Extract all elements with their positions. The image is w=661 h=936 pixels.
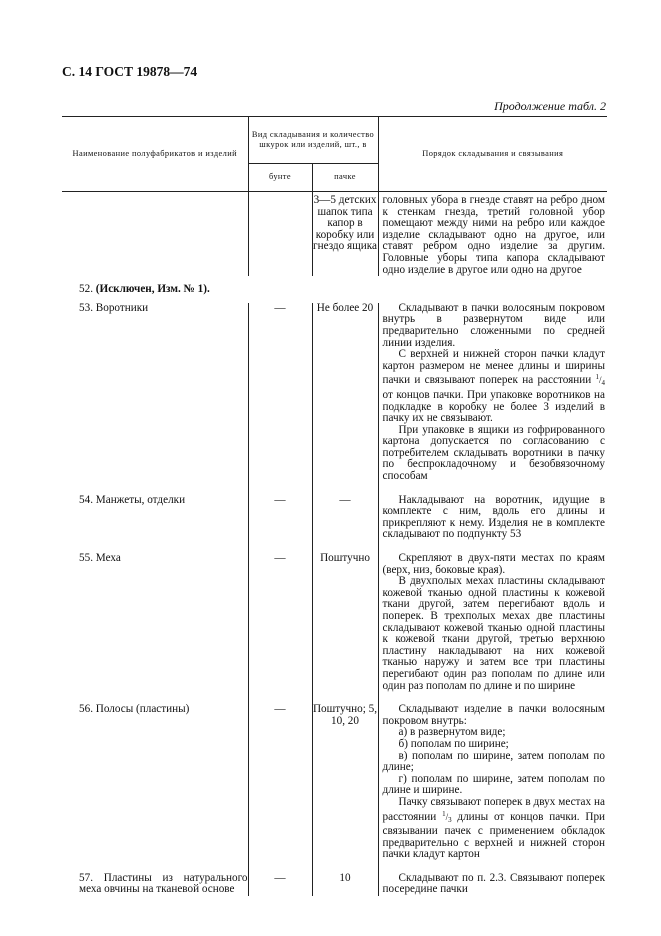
header-bunte: бунте <box>248 164 312 192</box>
row57-name: Пластины из натурального меха овчины на тканевой основе <box>79 871 248 896</box>
row54-name: Манжеты, отделки <box>95 493 186 506</box>
row56-bunte: — <box>248 704 312 873</box>
packing-table <box>62 116 607 896</box>
row55-p2: В двухполых мехах пластины складывают кожевой тканью одной пластины к кожевой ткани другой, затем перегибают вдоль и поперек. В трехполых мехах две пластины складывают кожевой тканью одной пластины к кожевой ткани другой, третью верхнюю пластину накладывают на них кожевой тканью наружу и затем все три пластины перегибают один раз пополам по длине или один раз пополам по длине и по ширине <box>382 575 606 692</box>
row53-p2a: С верхней и нижней сторон пачки кладут картон размером не менее длины и ширины пачки и связывают поперек на расстоянии <box>382 348 606 387</box>
header-order: Порядок складывания и связывания <box>378 117 607 192</box>
row56-fraction: $^1/_3$ <box>442 809 452 824</box>
row55-pachke: Поштучно <box>312 553 378 704</box>
row56-p1: Складывают изделие в пачки волосяным покровом внутрь: <box>382 703 606 727</box>
row55-p1: Скрепляют в двух-пяти местах по краям (верх, низ, боковые края). <box>382 552 606 576</box>
cell-pachke-cont: 3—5 детских шапок типа капор в коробку или гнездо ящика <box>312 192 378 277</box>
row53-pachke: Не более 20 <box>312 303 378 495</box>
row55-name: Меха <box>95 552 121 565</box>
row57-num: 57. <box>79 871 93 884</box>
row53-p2b: от концов пачки. При упаковке воротников на подкладке в коробку не более 3 изделий в пачку их не связывают. <box>382 388 606 425</box>
row53-num: 53. <box>79 301 93 314</box>
cell-text-cont: головных убора в гнезде ставят на ребро дном к стенкам гнезда, третий головной убор помещают между ними на ребро или каждое изделие складывают одно на другое, или ставят ребром одно изделие за другим. Головные уборы типа капора складывают одно изделие в другое или одно на другое <box>382 194 606 276</box>
row56-p2a: Пачку связывают поперек в двух местах на расстоянии <box>382 795 606 823</box>
row53-fraction: $^1/_4$ <box>595 373 606 388</box>
row56-g: г) пополам по ширине, затем пополам по длине и ширине. <box>382 772 606 797</box>
table-row-continuation <box>62 192 607 277</box>
row56-pachke: Поштучно; 5, 10, 20 <box>312 704 378 873</box>
table-row-53 <box>62 303 607 495</box>
row56-b: б) пополам по ширине; <box>398 737 509 750</box>
header-group: Вид складывания и количество шкурок или изделий, шт., в <box>248 117 378 164</box>
row55-bunte: — <box>248 553 312 704</box>
row54-bunte: — <box>248 495 312 553</box>
row54-pachke: — <box>312 495 378 553</box>
row54-num: 54. <box>79 493 93 506</box>
row57-name-block <box>62 873 248 896</box>
row54-p1: Накладывают на воротник, идущие в комплекте с ним, вдоль его длины и прикрепляют к нему. Изделия не в комплекте складывают по подпункту 53 <box>382 493 606 541</box>
row56-a: а) в развернутом виде; <box>398 726 506 739</box>
row53-p1: Складывают в пачки волосяным покровом внутрь в развернутом виде или предварительно сложенными по средней линии изделия. <box>382 301 606 349</box>
row52-text: (Исключен, Изм. № 1). <box>95 283 210 296</box>
table-row-55 <box>62 553 607 704</box>
row55-num: 55. <box>79 552 93 565</box>
row53-bunte: — <box>248 303 312 495</box>
row56-num: 56. <box>79 703 93 716</box>
row57-bunte: — <box>248 873 312 896</box>
page-header: С. 14 ГОСТ 19878—74 <box>62 64 198 79</box>
header-pachke: пачке <box>312 164 378 192</box>
row53-name: Воротники <box>95 301 149 314</box>
row52-num: 52. <box>79 283 93 296</box>
table-row-56 <box>62 704 607 873</box>
row56-name: Полосы (пластины) <box>95 703 190 716</box>
row53-p3: При упаковке в ящики из гофрированного картона допускается по согласованию с потребителем складывать воротники в пачку по беспрокладочному и безобвязочному способам <box>382 423 606 483</box>
row57-pachke: 10 <box>312 873 378 896</box>
table-row-54 <box>62 495 607 553</box>
table-row-57 <box>62 873 607 896</box>
table-continuation-label: Продолжение табл. 2 <box>494 99 606 113</box>
header-name: Наименование полуфабрикатов и изделий <box>62 117 248 192</box>
table-row-52 <box>62 284 607 303</box>
row56-v: в) пополам по ширине, затем пополам по длине; <box>382 749 606 774</box>
row56-p2b: длины от концов пачки. При связывании пачек с применением обкладок предварительно с верхней и нижней сторон пачки кладут картон <box>382 810 606 861</box>
row57-p1: Складывают по п. 2.3. Связывают поперек посередине пачки <box>382 871 606 896</box>
